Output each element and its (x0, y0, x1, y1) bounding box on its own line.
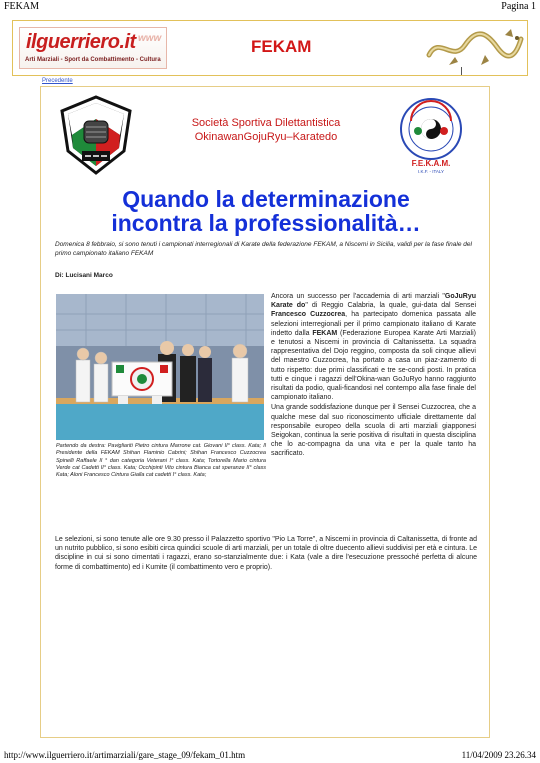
fekam-emblem-sub: I.K.F. - ITALY (417, 169, 445, 174)
footer-datetime: 11/04/2009 23.26.34 (461, 750, 536, 760)
previous-link[interactable]: Precedente (42, 78, 73, 84)
logo-wordmark: ilguerriero.it (26, 31, 136, 53)
print-footer (0, 748, 540, 762)
print-header-title: FEKAM (4, 1, 40, 12)
club-emblem-fist (58, 95, 134, 175)
club-name-line1: Società Sportiva Dilettantistica (191, 117, 341, 129)
paragraph-3: Le selezioni, si sono tenute alle ore 9.30 presso il Palazzetto sportivo "Pio La Torre", a Niscemi in provincia di Caltanissetta, di fronte ad un nutrito pubblico, si sono esibiti circa quindici scuole di arti marziali, per un totale di oltre duecento allievi suddivisi per età e cintura. Le discipline in cui si sono cimentati i ragazzi, erano so-stanzialmente due: i Kata (vale a dire l'esecuzione pressoché perfetta di alcune forme di combattimento) ed i Kumite (il combattimento vero e proprio). (55, 536, 477, 571)
article-headline (61, 187, 471, 235)
headline-line1: Quando la determinazione (122, 186, 410, 212)
site-banner (12, 20, 528, 76)
article-intro: Domenica 8 febbraio, si sono tenuti i campionati interregionali di Karate della federazione FEKAM, a Niscemi in Sicilia, validi per la fase finale del primo campionato italiano FEKAM (55, 241, 472, 257)
club-name (141, 116, 391, 144)
photo-caption: Partendo da destra: Pavigliariti Pietro cintura Marrone cat. Giovani II° class. Kata; Il Presidente della FEKAM Shihan Flaminio Cabrini; Shihan Francesco Cuzzocrea Spinelli Raffaele II ° dan categoria Veterani I° class. Kata; Tortorella Mario cintura Verde cat Cadetti II° class. Kata; Occhipinti Vito cintura Bianca cat speranze II° class Kata; Aloni Francesco Cintura Gialla cat cadetti I° class. Kata; (56, 443, 266, 479)
paragraph-2: Una grande soddisfazione dunque per il Sensei Cuzzocrea, che a qualche mese dal suo riconoscimento ufficiale direttamente dal responsabile europeo della scuola di arti marziali giapponesi Seigokan, continua la serie positiva di risultati in questa disciplina che lo ac-compagna da una vita e per la quale tanto ha sacrificato. (271, 404, 476, 458)
logo-tagline: Arti Marziali - Sport da Combattimento - Cultura (25, 57, 161, 63)
banner-title: FEKAM (251, 37, 312, 56)
fekam-emblem-name: F.E.K.A.M. (411, 159, 451, 168)
footer-url: http://www.ilguerriero.it/artimarziali/gare_stage_09/fekam_01.htm (4, 750, 246, 760)
article-author: Di: Lucisani Marco (55, 272, 113, 279)
article-column (271, 292, 476, 460)
club-name-line2: OkinawanGojuRyu–Karatedo (194, 131, 338, 143)
logo-www: www (138, 33, 162, 44)
dragon-icon (425, 25, 525, 73)
headline-line2: incontra la professionalità… (111, 210, 421, 236)
team-photo (56, 294, 264, 440)
fekam-emblem (391, 95, 471, 175)
print-header-page: Pagina 1 (501, 1, 536, 12)
site-logo[interactable] (19, 27, 167, 69)
paragraph-1: Ancora un successo per l'accademia di arti marziali "GoJuRyu Karate do" di Reggio Calabria, la quale, gui-data dal Sensei Francesco Cuzzocrea, ha partecipato domenica passata alle selezioni interregionali per il primo campionato italiano di Karate indetto dalla FEKAM (Federazione Europea Karate Arti Marziali) e tenutosi a Niscemi in provincia di Caltanissetta. La squadra rappresentativa del Dojo reggino, composta da soli cinque allievi del maestro Cuzzocrea, ha portato a casa un piaz-zamento di tutto rispetto: due primi classificati e tre se-condi posti. In pratica tutti e cinque i ragazzi dell'Okina-wan GoJuRyo hanno raggiunto risultati da podio, quali-ficandosi nel contempo alla fase finale del campionato italiano. (271, 293, 476, 402)
article-frame (40, 86, 490, 738)
print-header (0, 0, 540, 14)
banner-divider (461, 67, 462, 75)
